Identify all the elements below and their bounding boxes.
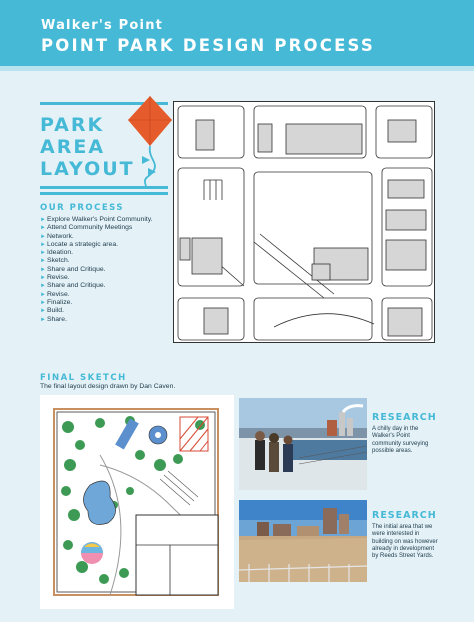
site-map-drawing — [174, 102, 436, 344]
final-sketch-heading: FINAL SKETCH — [40, 373, 127, 383]
arrow-right-icon: ► — [40, 225, 46, 232]
arrow-right-icon: ► — [40, 283, 46, 290]
list-item: ►Share and Critique. — [40, 265, 106, 273]
list-item: ►Revise. — [40, 274, 70, 282]
final-sketch-caption: The final layout design drawn by Dan Caven. — [40, 383, 176, 390]
research-block-2 — [372, 510, 438, 560]
process-heading: OUR PROCESS — [40, 203, 125, 213]
arrow-right-icon: ► — [40, 308, 46, 315]
research-text-2: The initial area that we were interested in building on was however already in development by Reeds Street Yards. — [372, 524, 438, 560]
arrow-right-icon: ► — [40, 250, 46, 257]
research-photo-1-image — [239, 398, 367, 490]
research-text-1: A chilly day in the Walker's Point community surveying possible areas. — [372, 426, 429, 454]
research-photo-2 — [239, 500, 367, 582]
process-list — [40, 216, 175, 324]
research-heading-2: RESEARCH — [372, 510, 437, 521]
arrow-right-icon: ► — [40, 217, 46, 223]
arrow-right-icon: ► — [40, 266, 46, 273]
list-item: ►Share. — [40, 315, 67, 323]
list-item: ►Share and Critique. — [40, 282, 106, 290]
list-item: ►Sketch. — [40, 257, 70, 265]
list-item: ►Finalize. — [40, 298, 73, 306]
park-area-title: PARK AREA LAYOUT — [40, 114, 135, 180]
sketch-drawing — [40, 395, 234, 609]
list-item: ►Locate a strategic area. — [40, 240, 118, 248]
header-subtitle: Walker's Point — [41, 18, 164, 33]
final-sketch-image — [40, 395, 234, 609]
arrow-right-icon: ► — [40, 291, 46, 298]
arrow-right-icon: ► — [40, 233, 46, 240]
arrow-right-icon: ► — [40, 241, 46, 248]
park-area-title-block — [40, 102, 168, 194]
research-photo-1 — [239, 398, 367, 490]
list-item: ►Revise. — [40, 290, 70, 298]
arrow-right-icon: ► — [40, 299, 46, 306]
arrow-right-icon: ► — [40, 316, 46, 323]
page-title: POINT PARK DESIGN PROCESS — [41, 36, 375, 55]
site-map — [173, 101, 435, 343]
header-banner — [0, 0, 474, 66]
list-item: ►Explore Walker's Point Community. — [40, 216, 153, 223]
process-section — [40, 203, 175, 324]
list-item: ►Ideation. — [40, 249, 74, 257]
list-item: ►Attend Community Meetings — [40, 224, 133, 232]
research-heading-1: RESEARCH — [372, 412, 437, 423]
research-photo-2-image — [239, 500, 367, 582]
list-item: ►Build. — [40, 307, 64, 315]
arrow-right-icon: ► — [40, 275, 46, 282]
list-item: ►Network. — [40, 232, 74, 240]
research-block-1 — [372, 412, 438, 455]
arrow-right-icon: ► — [40, 258, 46, 265]
